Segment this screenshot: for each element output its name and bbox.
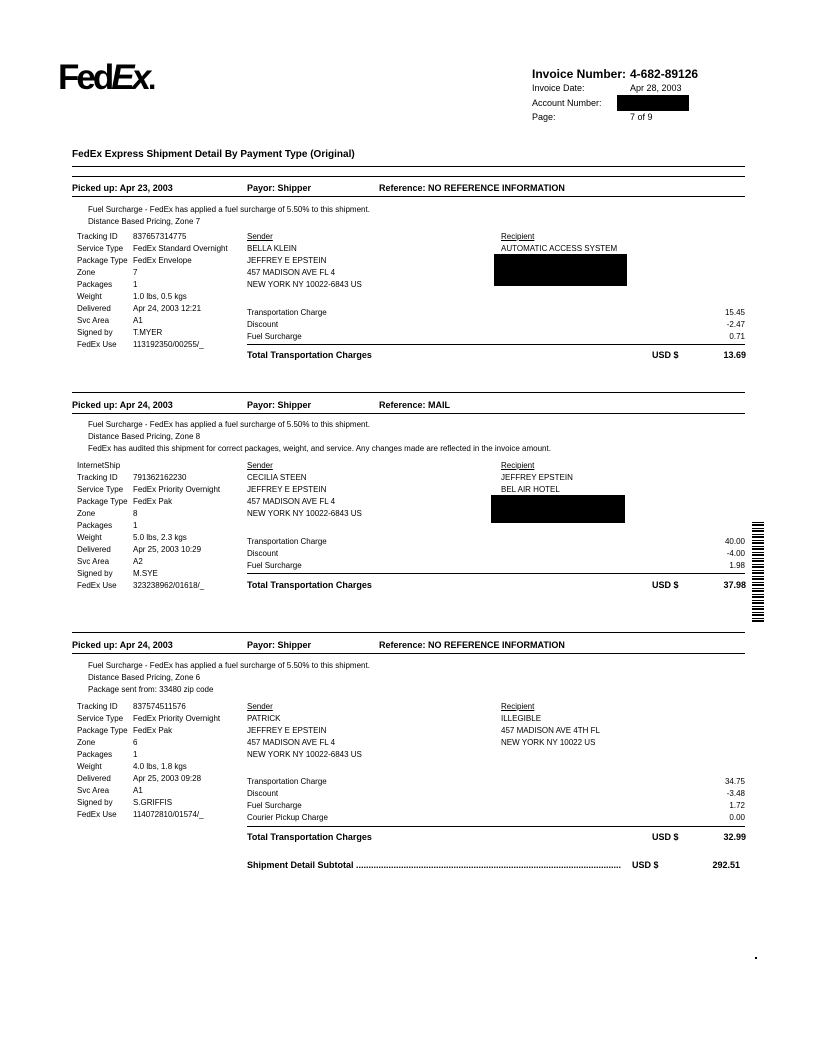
- subtotal-value: 292.51: [712, 860, 740, 870]
- account-number-redaction: [617, 95, 689, 111]
- sender-line: 457 MADISON AVE FL 4: [247, 738, 336, 747]
- charge-label: Discount: [247, 320, 279, 329]
- total-currency: USD $: [652, 832, 679, 842]
- detail-labels: [77, 231, 128, 351]
- detail-value: 837657314775: [133, 232, 187, 241]
- detail-value: S.GRIFFIS: [133, 798, 173, 807]
- detail-label: Tracking ID: [77, 702, 118, 711]
- payor: Payor: Shipper: [247, 400, 312, 410]
- detail-label: Svc Area: [77, 786, 110, 795]
- charge-label: Fuel Surcharge: [247, 332, 302, 341]
- divider: [72, 632, 745, 633]
- recipient-label: Recipient: [501, 461, 535, 470]
- detail-label: Service Type: [77, 244, 124, 253]
- detail-value: FedEx Pak: [133, 726, 173, 735]
- charge-label: Courier Pickup Charge: [247, 813, 328, 822]
- sender-label: Sender: [247, 702, 273, 711]
- charge-value: 40.00: [724, 537, 745, 546]
- detail-values: [133, 701, 220, 821]
- shipment-notes: [88, 204, 370, 228]
- note-line: Fuel Surcharge - FedEx has applied a fuel surcharge of 5.50% to this shipment.: [88, 205, 370, 214]
- detail-value: FedEx Priority Overnight: [133, 485, 221, 494]
- recipient-block: [501, 231, 617, 255]
- detail-values: [133, 472, 220, 592]
- divider: [72, 176, 745, 177]
- note-line: Package sent from: 33480 zip code: [88, 685, 214, 694]
- detail-value: 4.0 lbs, 1.8 kgs: [133, 762, 187, 771]
- total-charges-value: 32.99: [723, 832, 746, 842]
- total-currency: USD $: [652, 580, 679, 590]
- total-charges-label: Total Transportation Charges: [247, 832, 372, 842]
- picked-up-date: Picked up: Apr 23, 2003: [72, 183, 173, 193]
- shipment-notes: [88, 660, 370, 696]
- sender-block: [247, 460, 362, 520]
- total-charges-label: Total Transportation Charges: [247, 350, 372, 360]
- recipient-line: 457 MADISON AVE 4TH FL: [501, 726, 600, 735]
- recipient-block: [501, 701, 600, 749]
- document-title: FedEx Express Shipment Detail By Payment Type (Original): [72, 149, 355, 160]
- detail-label: Delivered: [77, 774, 111, 783]
- detail-value: 5.0 lbs, 2.3 kgs: [133, 533, 187, 542]
- detail-label: Signed by: [77, 798, 113, 807]
- payor: Payor: Shipper: [247, 640, 312, 650]
- reference: Reference: NO REFERENCE INFORMATION: [379, 183, 565, 193]
- detail-label: Weight: [77, 533, 102, 542]
- recipient-address-redaction: [494, 254, 627, 286]
- detail-labels: [77, 460, 128, 592]
- detail-value: A2: [133, 557, 143, 566]
- charge-value: 34.75: [724, 777, 745, 786]
- detail-label: Zone: [77, 509, 96, 518]
- detail-label: Delivered: [77, 545, 111, 554]
- detail-value: 791362162230: [133, 473, 187, 482]
- subtotal-label: Shipment Detail Subtotal ..........................................................................................................: [247, 860, 622, 870]
- charge-label: Transportation Charge: [247, 537, 327, 546]
- detail-label: Package Type: [77, 497, 128, 506]
- sender-line: NEW YORK NY 10022-6843 US: [247, 509, 362, 518]
- sender-line: JEFFREY E EPSTEIN: [247, 485, 327, 494]
- picked-up-date: Picked up: Apr 24, 2003: [72, 400, 173, 410]
- charge-label: Fuel Surcharge: [247, 561, 302, 570]
- detail-label: FedEx Use: [77, 340, 117, 349]
- picked-up-date: Picked up: Apr 24, 2003: [72, 640, 173, 650]
- detail-label: Zone: [77, 268, 96, 277]
- detail-label: FedEx Use: [77, 581, 117, 590]
- detail-value: Apr 25, 2003 10:29: [133, 545, 202, 554]
- recipient-label: Recipient: [501, 232, 535, 241]
- sender-block: [247, 701, 362, 761]
- invoice-number-label: Invoice Number:: [532, 67, 627, 81]
- detail-label: Svc Area: [77, 557, 110, 566]
- page-label: Page:: [532, 112, 556, 122]
- detail-value: M.SYE: [133, 569, 158, 578]
- account-number-label: Account Number:: [532, 98, 602, 108]
- shipment-notes: [88, 419, 551, 455]
- charge-value: 1.72: [729, 801, 745, 810]
- sender-line: JEFFREY E EPSTEIN: [247, 726, 327, 735]
- detail-label: Tracking ID: [77, 232, 118, 241]
- barcode: [752, 522, 764, 622]
- charge-values: [660, 536, 745, 572]
- sender-line: PATRICK: [247, 714, 281, 723]
- total-charges-value: 13.69: [723, 350, 746, 360]
- detail-label: Packages: [77, 280, 113, 289]
- total-currency: USD $: [652, 350, 679, 360]
- sender-line: 457 MADISON AVE FL 4: [247, 268, 336, 277]
- detail-value: T.MYER: [133, 328, 163, 337]
- total-charges-value: 37.98: [723, 580, 746, 590]
- invoice-date-label: Invoice Date:: [532, 83, 585, 93]
- subtotal-currency: USD $: [632, 860, 659, 870]
- detail-value: 1: [133, 521, 138, 530]
- payor: Payor: Shipper: [247, 183, 312, 193]
- charge-value: 15.45: [724, 308, 745, 317]
- invoice-date: Apr 28, 2003: [630, 83, 682, 93]
- detail-value: A1: [133, 786, 143, 795]
- page-number: 7 of 9: [630, 112, 653, 122]
- divider: [247, 573, 745, 574]
- detail-label: Delivered: [77, 304, 111, 313]
- charge-label: Discount: [247, 789, 279, 798]
- invoice-number: 4-682-89126: [630, 67, 699, 81]
- note-line: Fuel Surcharge - FedEx has applied a fuel surcharge of 5.50% to this shipment.: [88, 661, 370, 670]
- detail-label: Service Type: [77, 485, 124, 494]
- note-line: Fuel Surcharge - FedEx has applied a fuel surcharge of 5.50% to this shipment.: [88, 420, 370, 429]
- note-line: Distance Based Pricing, Zone 6: [88, 673, 201, 682]
- detail-value: 1: [133, 750, 138, 759]
- recipient-line: NEW YORK NY 10022 US: [501, 738, 596, 747]
- divider: [247, 826, 745, 827]
- charge-label: Discount: [247, 549, 279, 558]
- detail-label: Package Type: [77, 256, 128, 265]
- detail-label: InternetShip: [77, 461, 121, 470]
- detail-label: Tracking ID: [77, 473, 118, 482]
- note-line: Distance Based Pricing, Zone 8: [88, 432, 201, 441]
- charge-value: 1.98: [729, 561, 745, 570]
- detail-value: FedEx Envelope: [133, 256, 192, 265]
- charge-labels: [247, 776, 328, 824]
- sender-line: CECILIA STEEN: [247, 473, 307, 482]
- fedex-logo: FedEx.: [58, 58, 157, 97]
- divider: [72, 413, 745, 414]
- note-line: FedEx has audited this shipment for correct packages, weight, and service. Any changes made are reflected in the invoice amount.: [88, 444, 551, 453]
- detail-values: [133, 231, 228, 351]
- charge-label: Transportation Charge: [247, 308, 327, 317]
- detail-value: 1: [133, 280, 138, 289]
- detail-label: Package Type: [77, 726, 128, 735]
- detail-value: Apr 24, 2003 12:21: [133, 304, 202, 313]
- sender-line: BELLA KLEIN: [247, 244, 297, 253]
- charge-values: [660, 776, 745, 824]
- reference: Reference: MAIL: [379, 400, 451, 410]
- charge-value: -4.00: [726, 549, 745, 558]
- detail-label: Service Type: [77, 714, 124, 723]
- charge-label: Transportation Charge: [247, 777, 327, 786]
- detail-value: 323238962/01618/_: [133, 581, 205, 590]
- detail-label: Signed by: [77, 569, 113, 578]
- sender-line: NEW YORK NY 10022-6843 US: [247, 750, 362, 759]
- total-charges-label: Total Transportation Charges: [247, 580, 372, 590]
- detail-label: Packages: [77, 750, 113, 759]
- detail-value: 6: [133, 738, 138, 747]
- charge-labels: [247, 307, 327, 343]
- charge-value: 0.71: [729, 332, 745, 341]
- detail-label: Weight: [77, 292, 102, 301]
- detail-value: Apr 25, 2003 09:28: [133, 774, 202, 783]
- detail-value: FedEx Priority Overnight: [133, 714, 221, 723]
- detail-value: FedEx Pak: [133, 497, 173, 506]
- divider: [72, 166, 745, 167]
- divider: [72, 653, 745, 654]
- note-line: Distance Based Pricing, Zone 7: [88, 217, 201, 226]
- recipient-label: Recipient: [501, 702, 535, 711]
- sender-block: [247, 231, 362, 291]
- detail-value: 1.0 lbs, 0.5 kgs: [133, 292, 187, 301]
- recipient-line: ILLEGIBLE: [501, 714, 542, 723]
- recipient-line: AUTOMATIC ACCESS SYSTEM: [501, 244, 618, 253]
- detail-value: 8: [133, 509, 138, 518]
- recipient-block: [501, 460, 573, 496]
- detail-labels: [77, 701, 128, 821]
- sender-line: NEW YORK NY 10022-6843 US: [247, 280, 362, 289]
- charge-label: Fuel Surcharge: [247, 801, 302, 810]
- recipient-line: JEFFREY EPSTEIN: [501, 473, 573, 482]
- charge-values: [660, 307, 745, 343]
- detail-label: Svc Area: [77, 316, 110, 325]
- sender-label: Sender: [247, 232, 273, 241]
- detail-value: A1: [133, 316, 143, 325]
- charge-labels: [247, 536, 327, 572]
- detail-value: 837574511576: [133, 702, 186, 711]
- sender-label: Sender: [247, 461, 273, 470]
- detail-value: 114072810/01574/_: [133, 810, 204, 819]
- divider: [72, 196, 745, 197]
- detail-label: Packages: [77, 521, 113, 530]
- detail-label: Signed by: [77, 328, 113, 337]
- charge-value: -2.47: [726, 320, 745, 329]
- detail-value: FedEx Standard Overnight: [133, 244, 228, 253]
- charge-value: -3.48: [726, 789, 745, 798]
- detail-label: Weight: [77, 762, 102, 771]
- recipient-line: BEL AIR HOTEL: [501, 485, 560, 494]
- recipient-address-redaction: [491, 495, 625, 523]
- sender-line: JEFFREY E EPSTEIN: [247, 256, 327, 265]
- charge-value: 0.00: [729, 813, 745, 822]
- detail-label: FedEx Use: [77, 810, 117, 819]
- page-mark: [755, 957, 757, 959]
- detail-value: 113192350/00255/_: [133, 340, 204, 349]
- detail-value: 7: [133, 268, 138, 277]
- detail-label: Zone: [77, 738, 96, 747]
- divider: [72, 392, 745, 393]
- sender-line: 457 MADISON AVE FL 4: [247, 497, 336, 506]
- reference: Reference: NO REFERENCE INFORMATION: [379, 640, 565, 650]
- divider: [247, 344, 745, 345]
